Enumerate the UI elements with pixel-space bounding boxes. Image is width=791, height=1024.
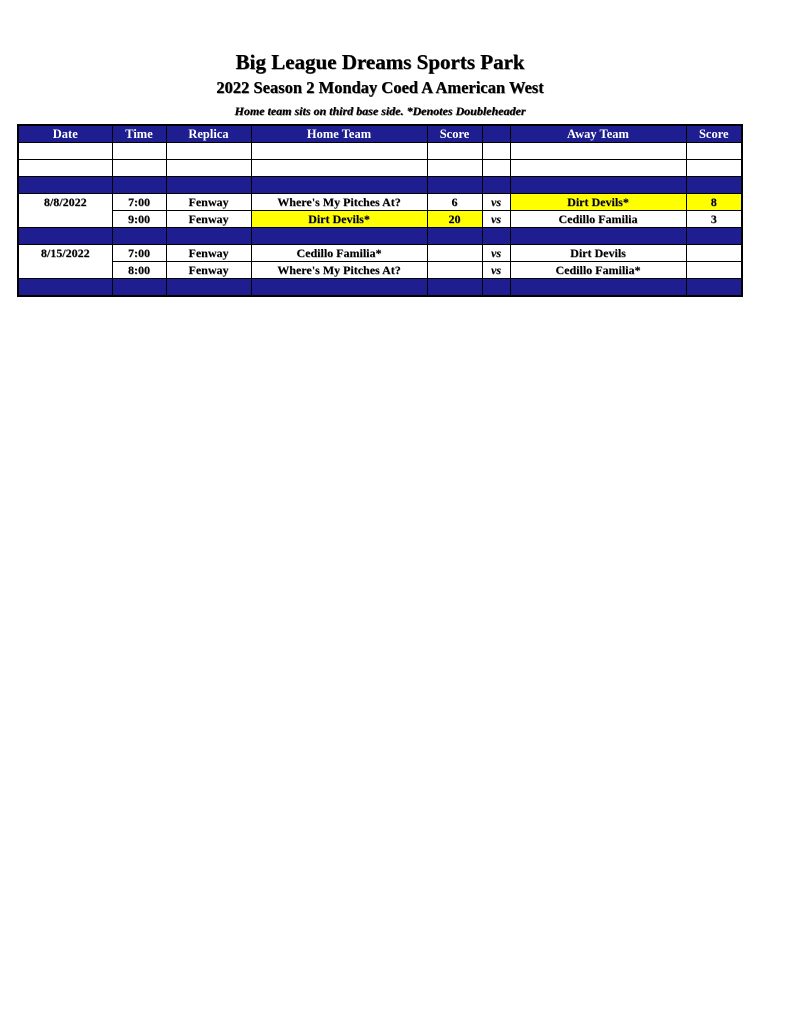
game-time: 9:00	[112, 211, 166, 228]
home-score	[427, 245, 482, 262]
game-date: 8/8/2022	[18, 194, 112, 211]
col-header-vs	[482, 125, 510, 143]
col-header-time: Time	[112, 125, 166, 143]
game-row	[18, 245, 742, 262]
away-score	[686, 245, 742, 262]
page-subtitle: 2022 Season 2 Monday Coed A American West	[216, 78, 544, 97]
page-note: Home team sits on third base side. *Denotes Doubleheader	[234, 104, 526, 118]
separator-row	[18, 228, 742, 245]
vs-label: vs	[482, 245, 510, 262]
home-team: Where's My Pitches At?	[251, 262, 427, 279]
home-team: Cedillo Familia*	[251, 245, 427, 262]
vs-label: vs	[482, 262, 510, 279]
game-row	[18, 262, 742, 279]
away-team: Cedillo Familia*	[510, 262, 686, 279]
separator-row	[18, 177, 742, 194]
game-replica: Fenway	[166, 245, 251, 262]
home-score	[427, 262, 482, 279]
game-row	[18, 211, 742, 228]
col-header-away-team: Away Team	[510, 125, 686, 143]
away-score	[686, 262, 742, 279]
schedule-table	[17, 124, 743, 297]
game-time: 7:00	[112, 245, 166, 262]
col-header-away-score: Score	[686, 125, 742, 143]
col-header-replica: Replica	[166, 125, 251, 143]
away-team: Dirt Devils	[510, 245, 686, 262]
home-team: Where's My Pitches At?	[251, 194, 427, 211]
game-replica: Fenway	[166, 211, 251, 228]
page-title: Big League Dreams Sports Park	[235, 50, 525, 74]
game-replica: Fenway	[166, 262, 251, 279]
away-team: Dirt Devils*	[510, 194, 686, 211]
home-score: 6	[427, 194, 482, 211]
blank-row	[18, 160, 742, 177]
home-team: Dirt Devils*	[251, 211, 427, 228]
col-header-date: Date	[18, 125, 112, 143]
separator-row	[18, 279, 742, 297]
vs-label: vs	[482, 194, 510, 211]
header-row	[18, 125, 742, 143]
game-date	[18, 262, 112, 279]
game-row	[18, 194, 742, 211]
game-date: 8/15/2022	[18, 245, 112, 262]
game-time: 8:00	[112, 262, 166, 279]
game-time: 7:00	[112, 194, 166, 211]
vs-label: vs	[482, 211, 510, 228]
away-team: Cedillo Familia	[510, 211, 686, 228]
game-date	[18, 211, 112, 228]
blank-row	[18, 143, 742, 160]
away-score: 8	[686, 194, 742, 211]
home-score: 20	[427, 211, 482, 228]
col-header-home-score: Score	[427, 125, 482, 143]
away-score: 3	[686, 211, 742, 228]
game-replica: Fenway	[166, 194, 251, 211]
col-header-home-team: Home Team	[251, 125, 427, 143]
